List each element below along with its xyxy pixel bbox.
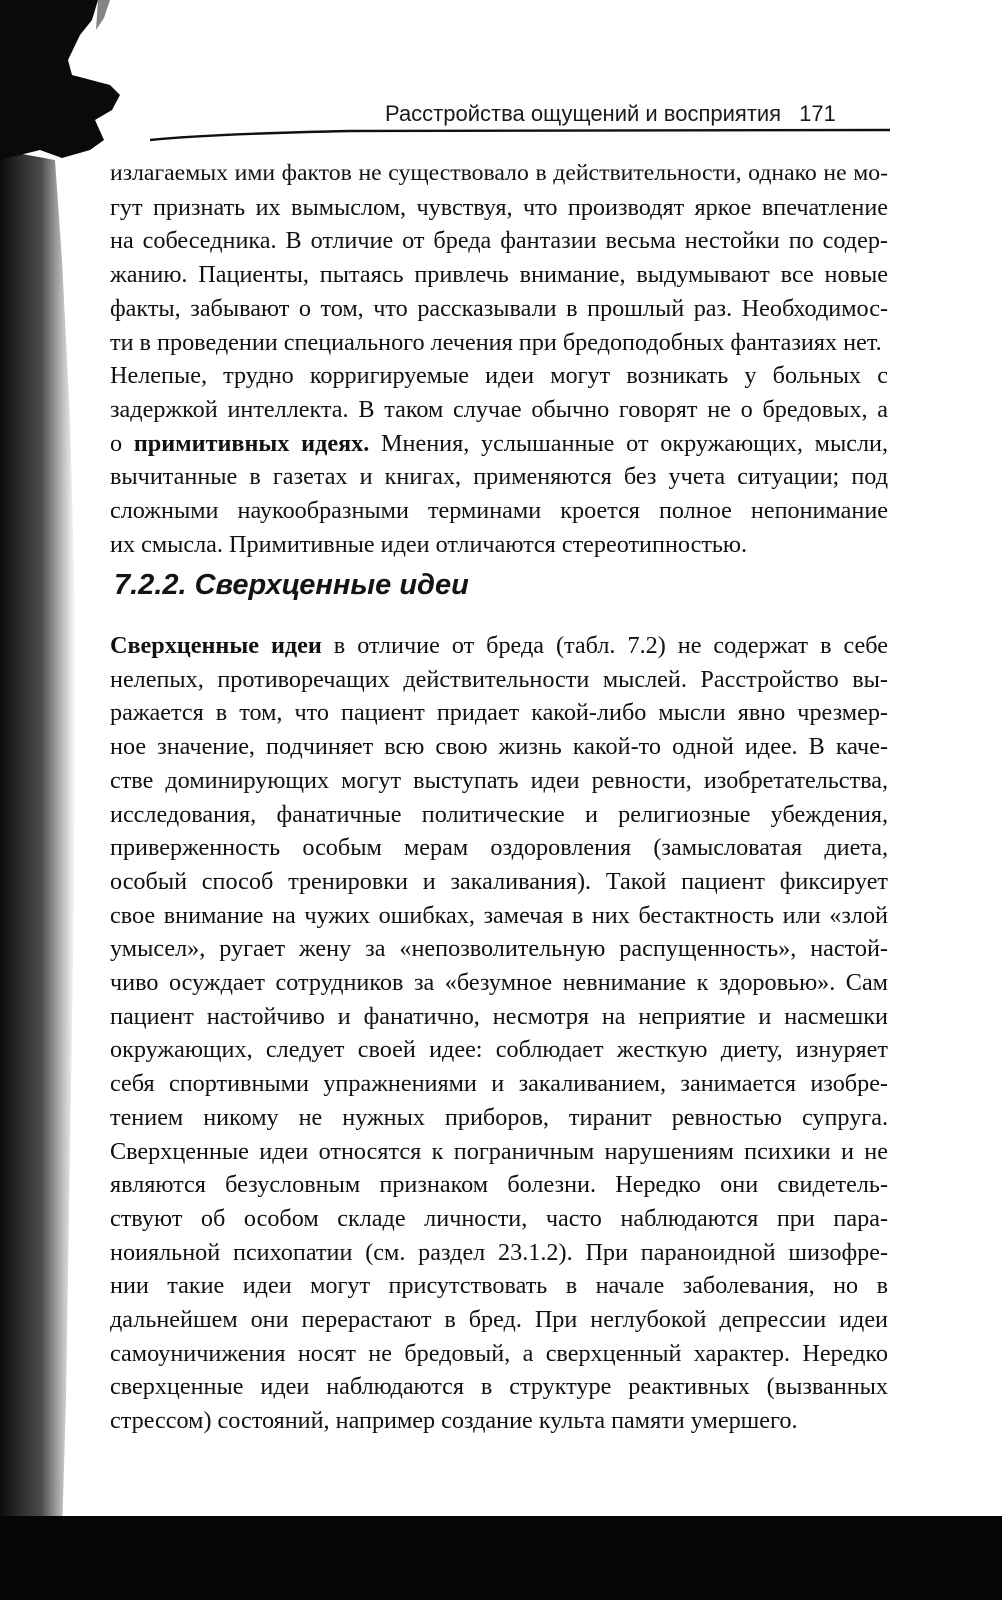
text-line: являются безусловным признаком болезни. Нередко они свидетель- xyxy=(110,1171,888,1199)
text-line: стве доминирующих могут выступать идеи ревности, изобретательства, xyxy=(110,766,888,794)
text-line: исследования, фанатичные политические и религиозные убеждения, xyxy=(110,800,888,828)
text-line: Сверхценные идеи относятся к пограничным нарушениям психики и не xyxy=(110,1137,888,1165)
text-line: ноияльной психопатии (см. раздел 23.1.2). При параноидной шизофре- xyxy=(110,1238,888,1266)
text-line: жанию. Пациенты, пытаясь привлечь внимание, выдумывают все новые xyxy=(110,261,888,289)
text-fragment: Мнения, услышанные от окружающих, мысли, xyxy=(369,429,889,457)
running-head xyxy=(385,101,836,127)
paragraph-fantasies xyxy=(110,157,888,359)
text-line: вычитанные в газетах и книгах, применяются без учета ситуации; под xyxy=(110,463,888,491)
text-line: свое внимание на чужих ошибках, замечая в них бестактность или «злой xyxy=(110,901,888,929)
text-line: сверхценные идеи наблюдаются в структуре реактивных (вызванных xyxy=(110,1373,888,1401)
text-line: дальнейшем они перерастают в бред. При неглубокой депрессии идеи xyxy=(110,1306,888,1334)
header-rule xyxy=(150,128,890,142)
body-text-top xyxy=(110,157,888,561)
text-line: факты, забывают о том, что рассказывали в прошлый раз. Необходимос- xyxy=(110,294,888,322)
text-fragment: о xyxy=(110,429,134,457)
text-line: ражается в том, что пациент придает какой-либо мысли явно чрезмер- xyxy=(110,699,888,727)
body-text-bottom xyxy=(110,629,888,1438)
text-line: приверженность особым мерам оздоровления (замысловатая диета, xyxy=(110,834,888,862)
text-line: стрессом) состояний, например создание культа памяти умершего. xyxy=(110,1407,798,1435)
text-line: ное значение, подчиняет всю свою жизнь какой-то одной идее. В каче- xyxy=(110,733,888,761)
scan-corner-shadow xyxy=(0,0,175,170)
text-line: пациент настойчиво и фанатично, несмотря на неприятие и насмешки xyxy=(110,1002,888,1030)
text-line: Нелепые, трудно корригируемые идеи могут возникать у больных с xyxy=(110,362,888,390)
text-fragment: в отличие от бреда (табл. 7.2) не содержат в себе xyxy=(321,632,888,659)
text-line: гут признать их вымыслом, чувствуя, что производят яркое впечатление xyxy=(110,193,888,221)
scan-binding-shadow xyxy=(0,0,78,1600)
text-line: особый способ тренировки и закаливания). Такой пациент фиксирует xyxy=(110,867,888,895)
running-head-title: Расстройства ощущений и восприятия xyxy=(385,101,782,126)
text-line: нелепых, противоречащих действительности мыслей. Расстройство вы- xyxy=(110,665,888,693)
text-line: сложными наукообразными терминами кроется полное непонимание xyxy=(110,497,888,525)
text-line: нии такие идеи могут присутствовать в начале заболевания, но в xyxy=(110,1272,888,1300)
text-line: ствуют об особом складе личности, часто наблюдаются при пара- xyxy=(110,1204,888,1232)
bold-term-overvalued-ideas: Сверхценные идеи xyxy=(110,632,322,659)
page-number: 171 xyxy=(799,101,836,126)
text-line xyxy=(110,629,888,663)
scan-bottom-band xyxy=(0,1516,1002,1600)
text-line: самоуничижения носят не бредовый, а сверхценный характер. Нередко xyxy=(110,1339,888,1367)
text-line: задержкой интеллекта. В таком случае обычно говорят не о бредовых, а xyxy=(110,395,888,423)
text-line xyxy=(110,427,888,461)
text-line: тением никому не нужных приборов, тиранит ревностью супруга. xyxy=(110,1103,888,1131)
text-line: ти в проведении специального лечения при бредоподобных фантазиях нет. xyxy=(110,328,882,356)
text-line: чиво осуждает сотрудников за «безумное невнимание к здоровью». Сам xyxy=(110,969,888,997)
section-heading: 7.2.2. Сверхценные идеи xyxy=(114,569,469,601)
bold-term-primitive-ideas: примитивных идеях. xyxy=(133,429,370,457)
paragraph-overvalued-ideas xyxy=(110,629,888,1438)
text-line: умысел», ругает жену за «непозволительную распущенность», настой- xyxy=(110,935,888,963)
text-line: себя спортивными упражнениями и закаливанием, занимается изобре- xyxy=(110,1070,888,1098)
paragraph-primitive-ideas xyxy=(110,359,888,561)
text-line: на собеседника. В отличие от бреда фантазии весьма нестойки по содер- xyxy=(110,227,888,255)
text-line: их смысла. Примитивные идеи отличаются стереотипностью. xyxy=(110,530,748,558)
text-line: окружающих, следует своей идее: соблюдает жесткую диету, изнуряет xyxy=(110,1036,888,1064)
text-line: излагаемых ими фактов не существовало в действительности, однако не мо- xyxy=(110,160,888,186)
